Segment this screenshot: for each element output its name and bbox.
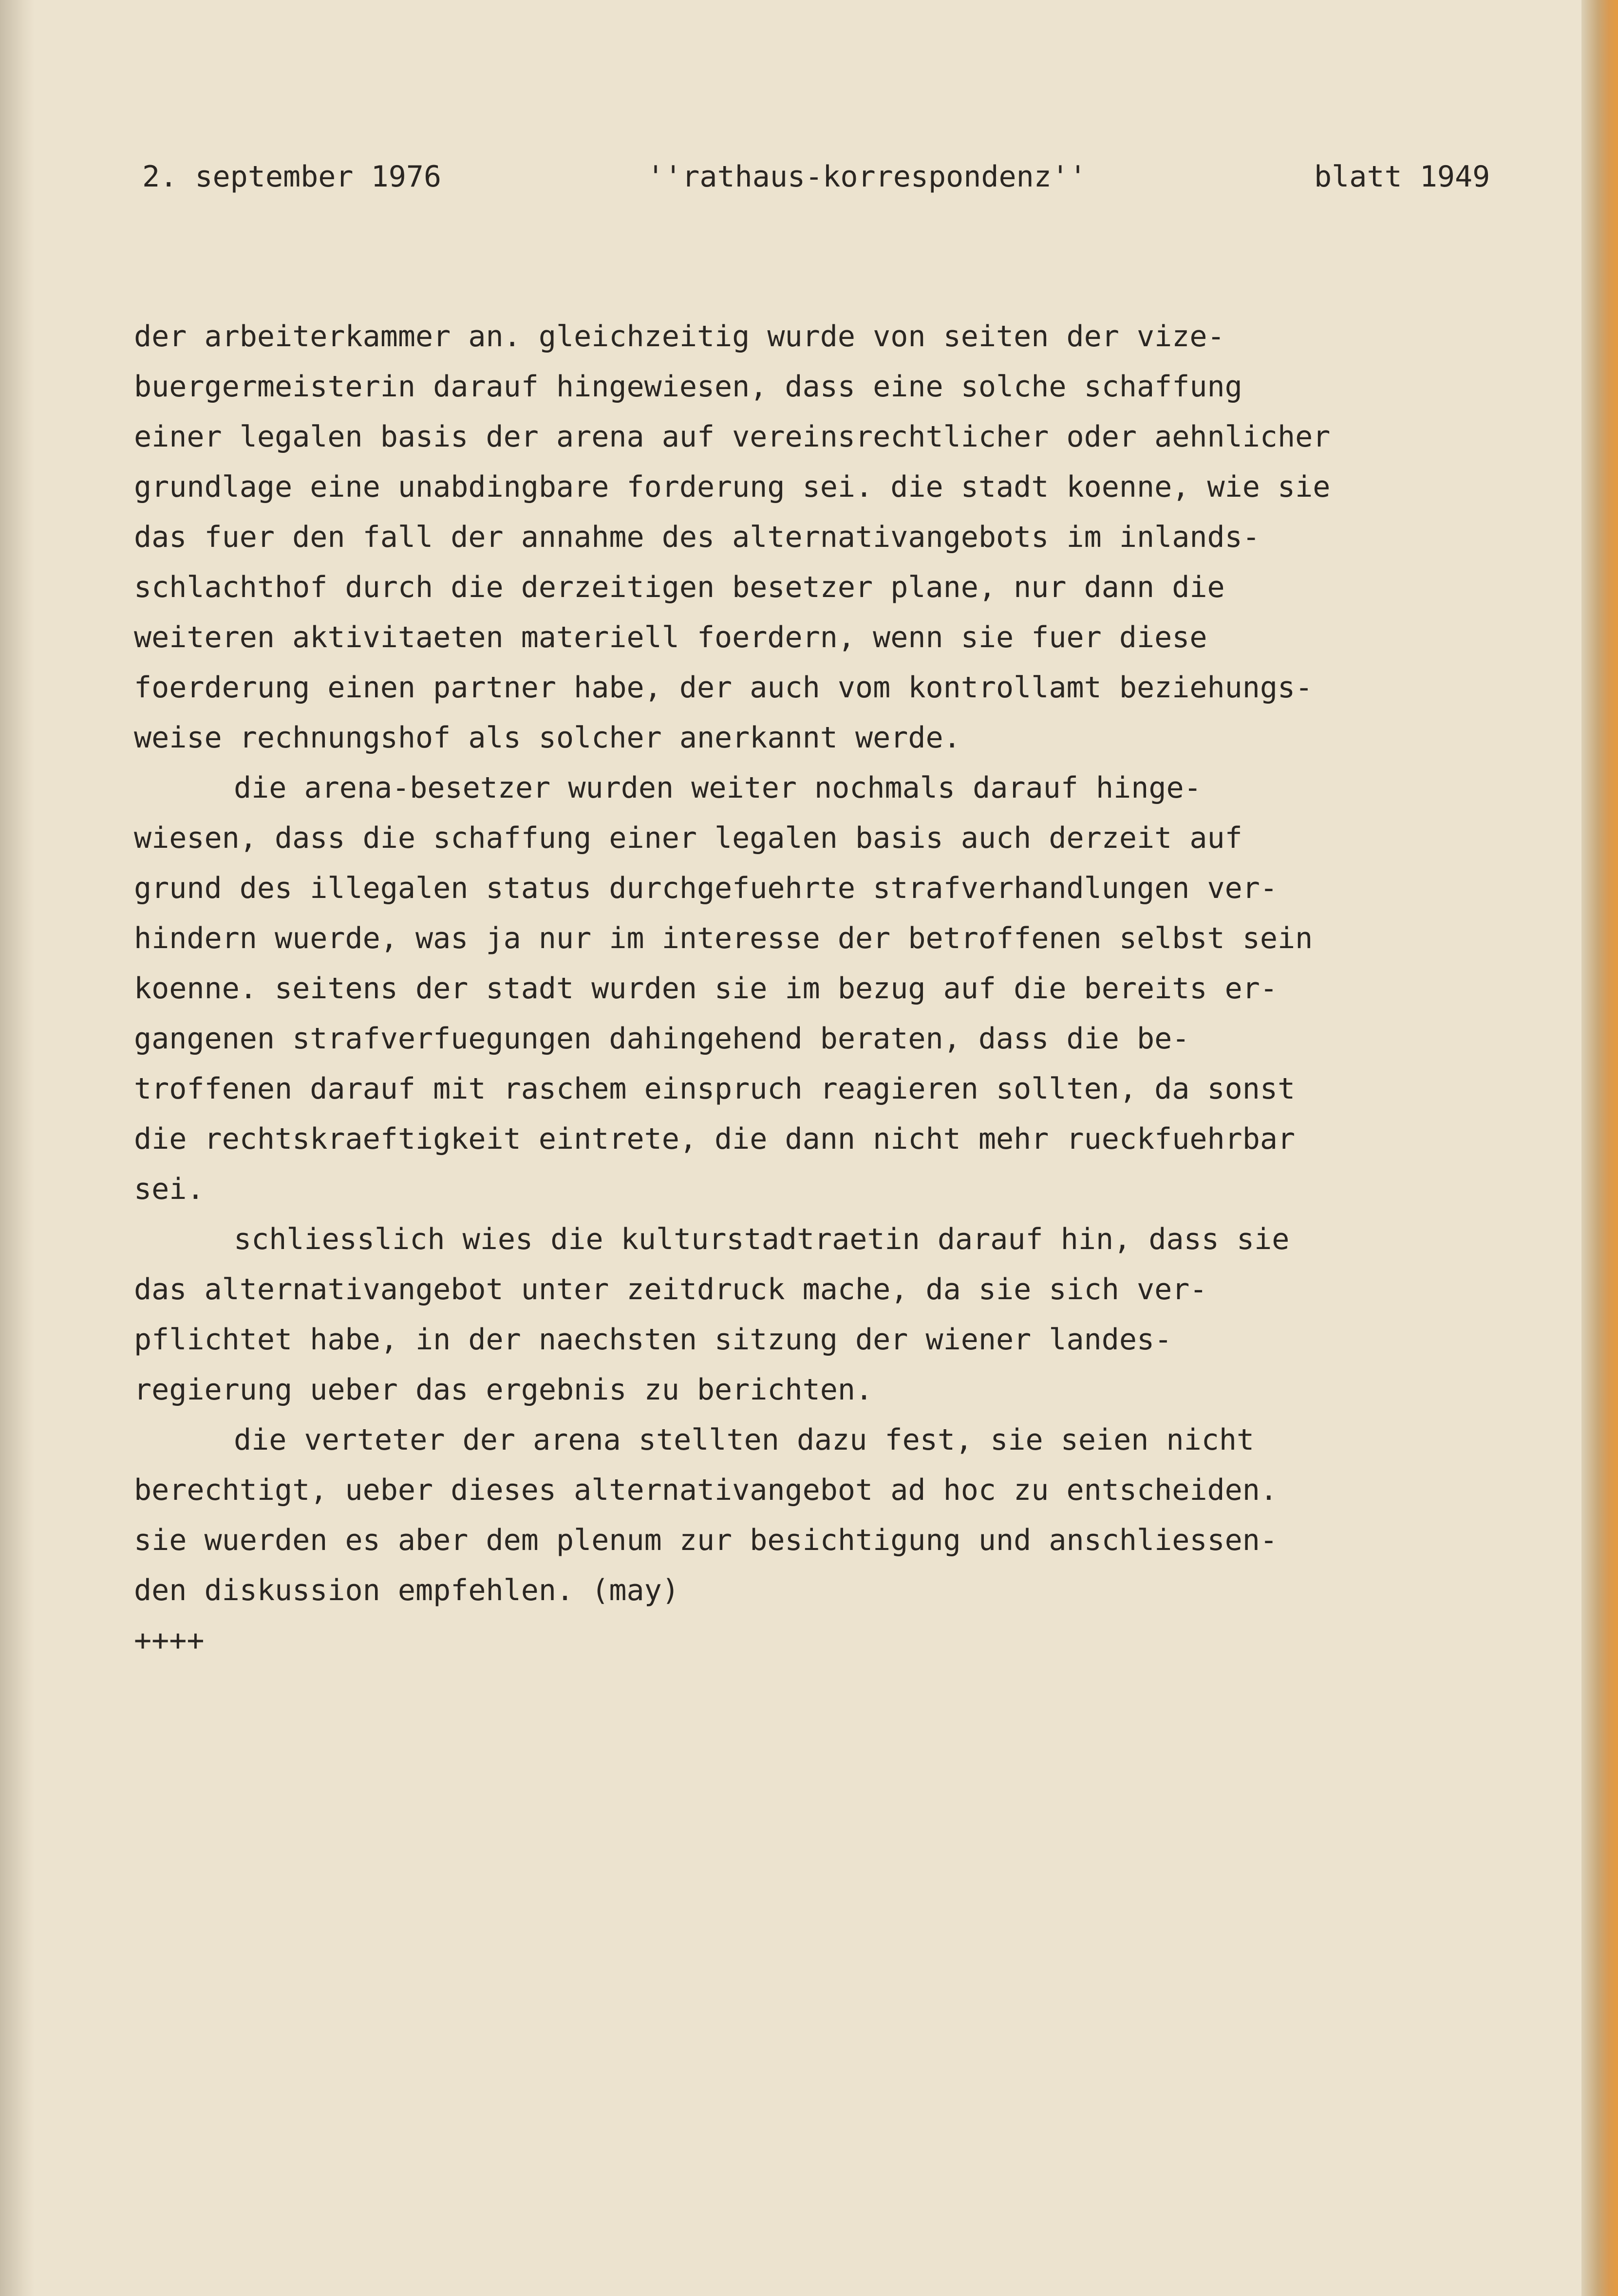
text-line: berechtigt, ueber dieses alternativangebot ad hoc zu entscheiden.	[134, 1473, 1278, 1507]
text-line: gangenen strafverfuegungen dahingehend beraten, dass die be-	[134, 1022, 1190, 1056]
binding-shadow	[0, 0, 34, 2296]
text-line: den diskussion empfehlen. (may)	[134, 1573, 679, 1607]
body-text	[134, 312, 1527, 1666]
text-line: sei.	[134, 1172, 205, 1206]
text-line: die arena-besetzer wurden weiter nochmals darauf hinge-	[234, 771, 1202, 805]
text-line: regierung ueber das ergebnis zu berichten.	[134, 1373, 873, 1407]
paper-edge	[1581, 0, 1618, 2296]
end-mark: ++++	[134, 1624, 205, 1658]
text-line: grund des illegalen status durchgefuehrte strafverhandlungen ver-	[134, 871, 1278, 905]
header-page-number: blatt 1949	[1314, 160, 1490, 194]
text-line: das fuer den fall der annahme des alternativangebots im inlands-	[134, 520, 1260, 554]
text-line: einer legalen basis der arena auf vereinsrechtlicher oder aehnlicher	[134, 420, 1331, 454]
text-line: hindern wuerde, was ja nur im interesse der betroffenen selbst sein	[134, 921, 1313, 955]
text-line: die verteter der arena stellten dazu fest, sie seien nicht	[234, 1423, 1255, 1457]
text-line: die rechtskraeftigkeit eintrete, die dann nicht mehr rueckfuehrbar	[134, 1122, 1296, 1156]
text-line: troffenen darauf mit raschem einspruch reagieren sollten, da sonst	[134, 1072, 1296, 1106]
text-line: sie wuerden es aber dem plenum zur besichtigung und anschliessen-	[134, 1523, 1278, 1557]
text-line: schliesslich wies die kulturstadtraetin darauf hin, dass sie	[234, 1222, 1290, 1256]
text-line: weiteren aktivitaeten materiell foerdern, wenn sie fuer diese	[134, 620, 1207, 654]
header-title: ''rathaus-korrespondenz''	[647, 160, 1087, 194]
text-line: weise rechnungshof als solcher anerkannt werde.	[134, 721, 961, 755]
text-line: koenne. seitens der stadt wurden sie im bezug auf die bereits er-	[134, 971, 1278, 1006]
text-line: grundlage eine unabdingbare forderung sei. die stadt koenne, wie sie	[134, 470, 1331, 504]
header-date: 2. september 1976	[142, 160, 442, 194]
text-line: der arbeiterkammer an. gleichzeitig wurde von seiten der vize-	[134, 319, 1225, 354]
text-line: buergermeisterin darauf hingewiesen, dass eine solche schaffung	[134, 370, 1242, 404]
text-line: pflichtet habe, in der naechsten sitzung der wiener landes-	[134, 1323, 1172, 1357]
text-line: foerderung einen partner habe, der auch vom kontrollamt beziehungs-	[134, 671, 1313, 705]
text-line: wiesen, dass die schaffung einer legalen basis auch derzeit auf	[134, 821, 1242, 855]
text-line: schlachthof durch die derzeitigen besetzer plane, nur dann die	[134, 570, 1225, 604]
text-line: das alternativangebot unter zeitdruck mache, da sie sich ver-	[134, 1272, 1207, 1307]
